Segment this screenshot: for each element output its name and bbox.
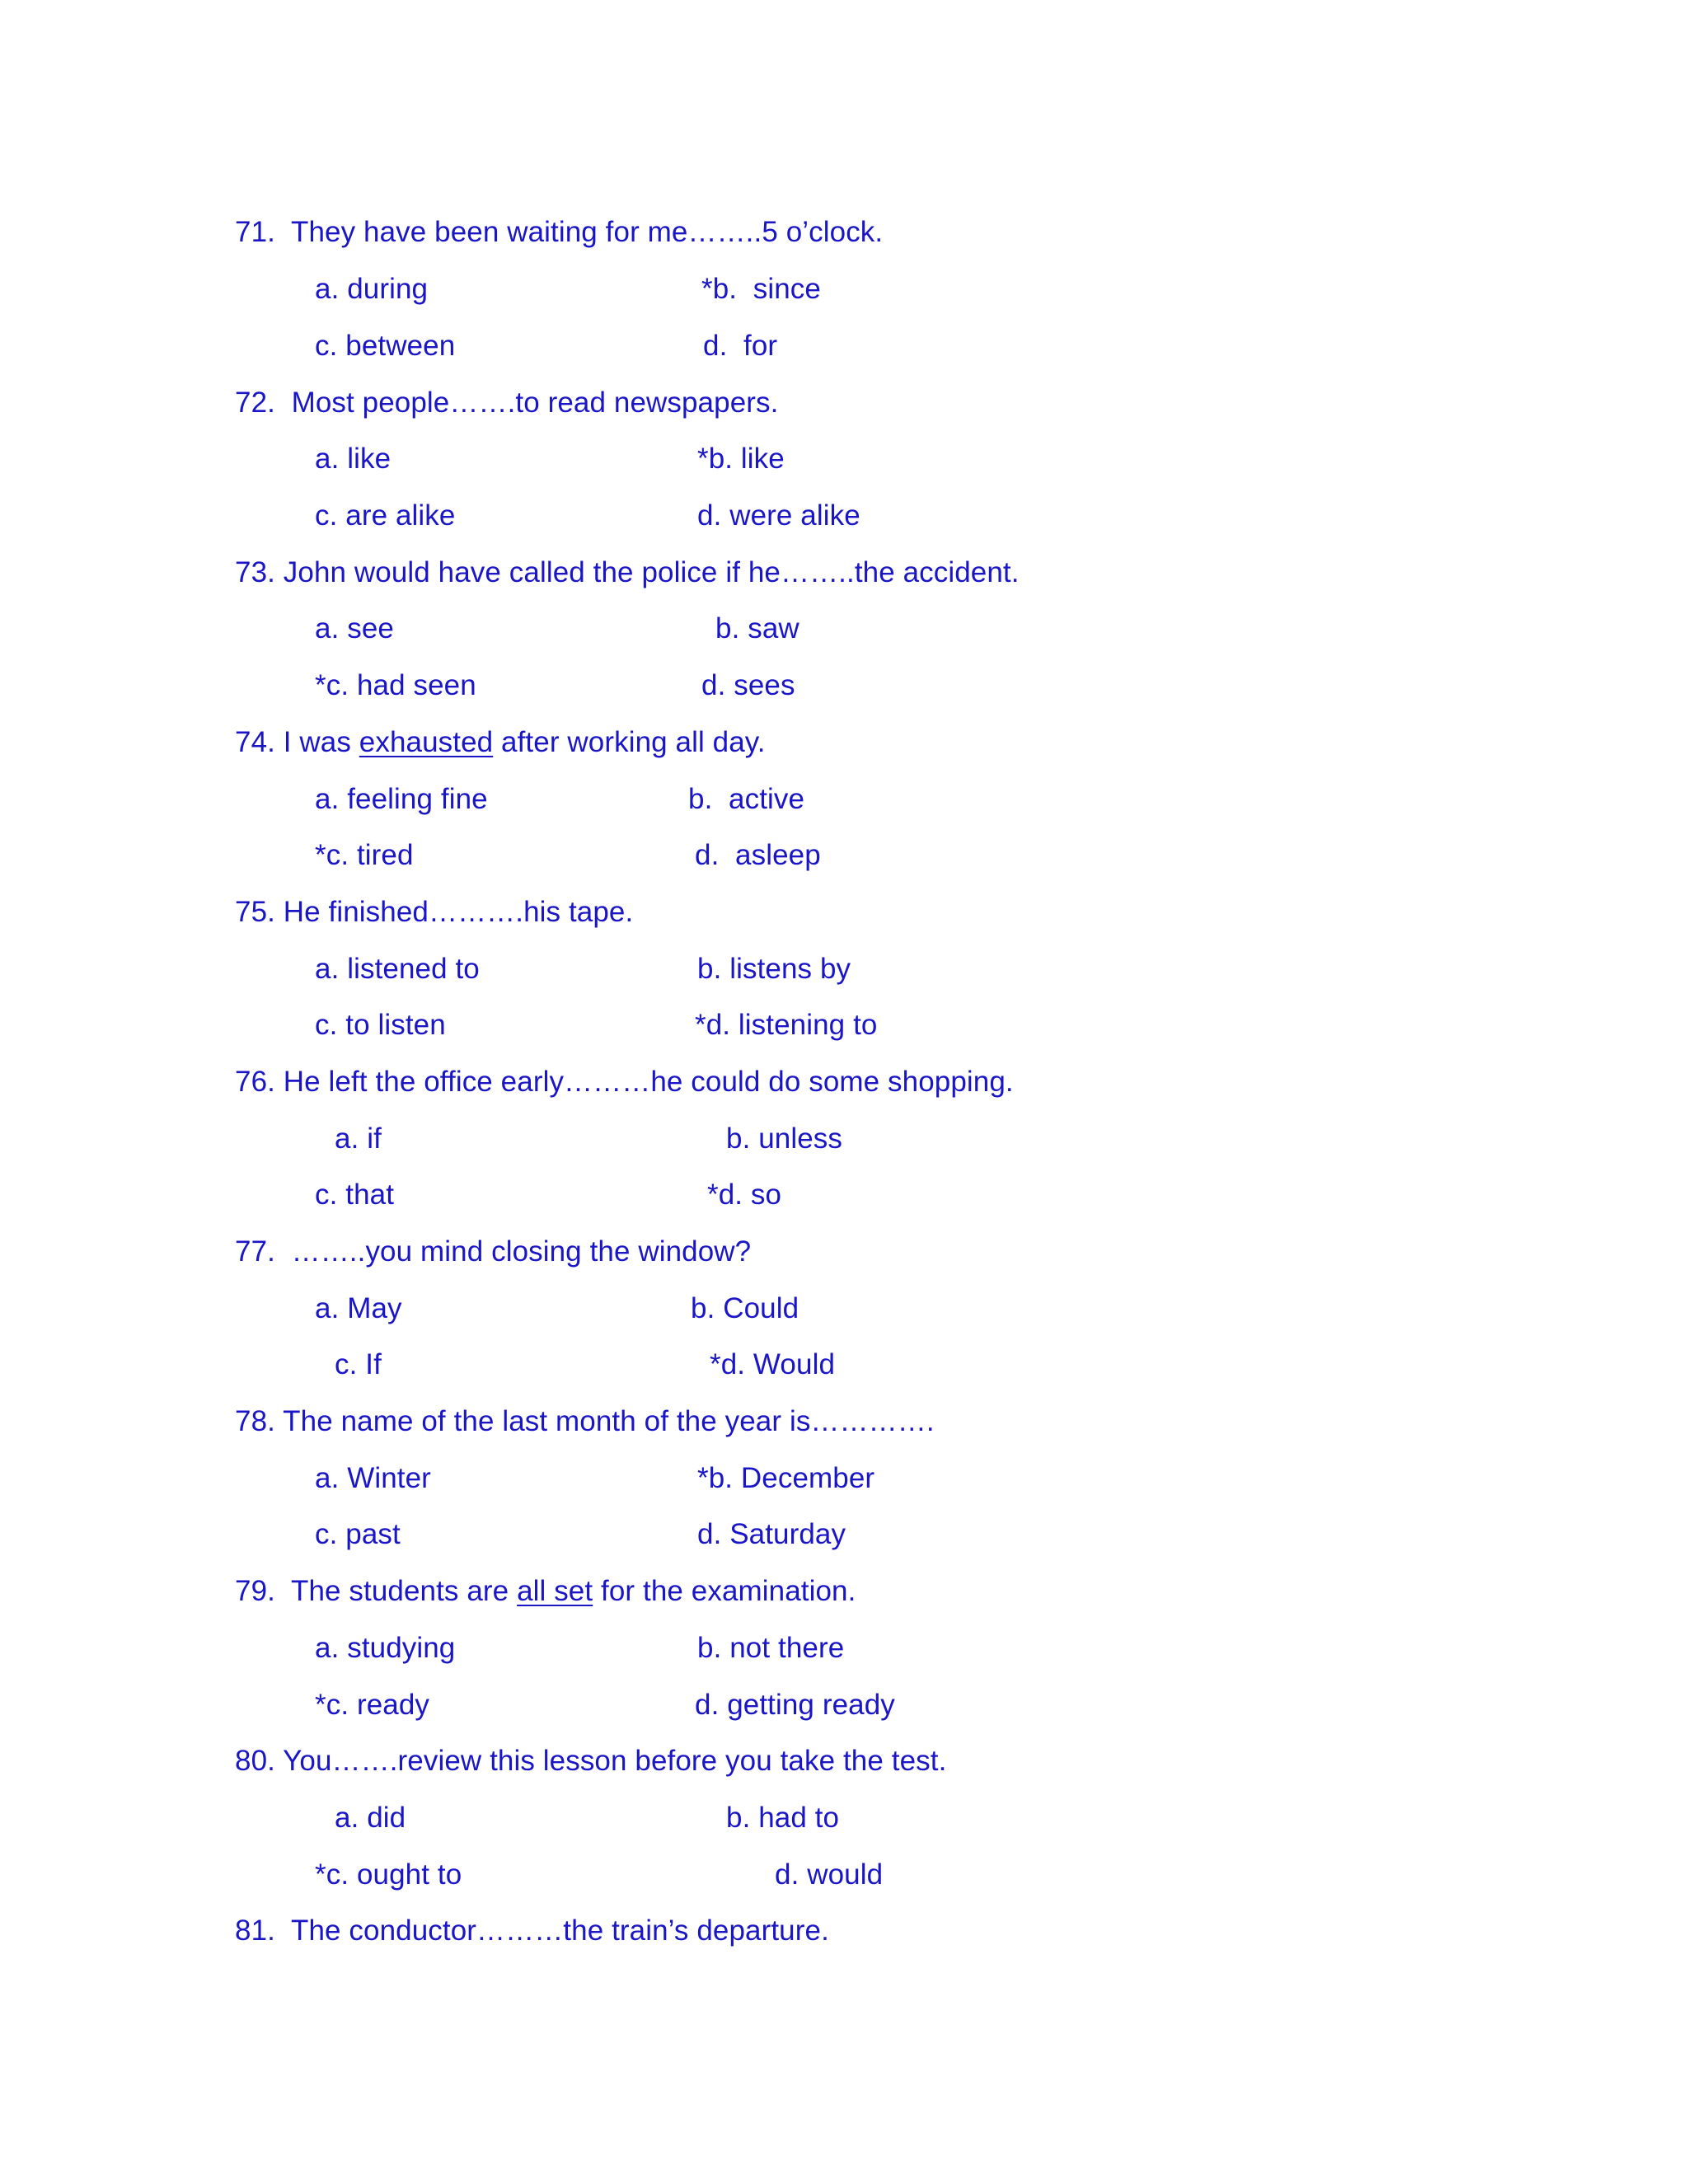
question-71-stem: 71. They have been waiting for me……..5 o’clock. [235,216,884,248]
question-71-option-b: *b. since [701,273,821,305]
question-74-stem [235,725,766,760]
question-78-option-d: d. Saturday [697,1518,846,1550]
question-79-option-c: *c. ready [315,1689,430,1721]
question-72-option-b: *b. like [697,443,785,475]
question-76-option-d: *d. so [707,1179,782,1211]
question-79-stem [235,1574,856,1609]
question-79-option-b: b. not there [697,1632,845,1664]
question-77-option-d: *d. Would [710,1348,836,1380]
question-80-stem: 80. You…….review this lesson before you take the test. [235,1745,947,1777]
question-76-option-a: a. if [335,1122,382,1155]
question-77-option-c: c. If [335,1348,382,1380]
question-73-stem: 73. John would have called the police if he……..the accident. [235,556,1020,588]
question-74-stem-after: after working all day. [493,726,766,758]
question-74-option-a: a. feeling fine [315,783,488,815]
question-75-option-c: c. to listen [315,1009,446,1041]
question-72-option-a: a. like [315,443,392,475]
question-81-stem: 81. The conductor………the train’s departure. [235,1915,829,1947]
question-74-stem-before: 74. I was [235,726,359,758]
question-73-option-b: b. saw [715,612,799,644]
question-77-stem: 77. ……..you mind closing the window? [235,1235,752,1268]
question-74-option-c: *c. tired [315,839,414,871]
question-72-stem: 72. Most people…….to read newspapers. [235,387,779,419]
question-75-option-b: b. listens by [697,953,851,985]
question-73-option-c: *c. had seen [315,669,476,701]
question-78-option-a: a. Winter [315,1462,431,1494]
question-72-option-d: d. were alike [697,499,860,532]
question-80-option-c: *c. ought to [315,1858,462,1891]
question-74-option-b: b. active [688,783,805,815]
question-80-option-b: b. had to [726,1802,840,1834]
question-78-option-c: c. past [315,1518,401,1550]
question-71-option-d: d. for [703,330,778,362]
question-77-option-b: b. Could [691,1292,799,1324]
question-76-option-c: c. that [315,1179,395,1211]
question-79-option-d: d. getting ready [695,1689,895,1721]
question-76-stem: 76. He left the office early………he could do some shopping. [235,1066,1014,1098]
question-79-option-a: a. studying [315,1632,456,1664]
question-79-stem-after: for the examination. [593,1575,856,1607]
question-75-option-a: a. listened to [315,953,480,985]
question-74-option-d: d. asleep [695,839,821,871]
question-78-option-b: *b. December [697,1462,875,1494]
question-77-option-a: a. May [315,1292,402,1324]
question-73-option-d: d. sees [701,669,795,701]
question-74-underlined-word: exhausted [359,726,494,758]
question-75-stem: 75. He finished……….his tape. [235,896,634,928]
question-79-stem-before: 79. The students are [235,1575,518,1607]
question-73-option-a: a. see [315,612,394,644]
question-76-option-b: b. unless [726,1122,842,1155]
question-75-option-d: *d. listening to [695,1009,878,1041]
question-78-stem: 78. The name of the last month of the year is…………. [235,1405,935,1437]
question-79-underlined-phrase: all set [517,1575,593,1607]
question-71-option-c: c. between [315,330,456,362]
question-71-option-a: a. during [315,273,429,305]
question-80-option-a: a. did [335,1802,406,1834]
question-80-option-d: d. would [775,1858,884,1891]
question-72-option-c: c. are alike [315,499,456,532]
